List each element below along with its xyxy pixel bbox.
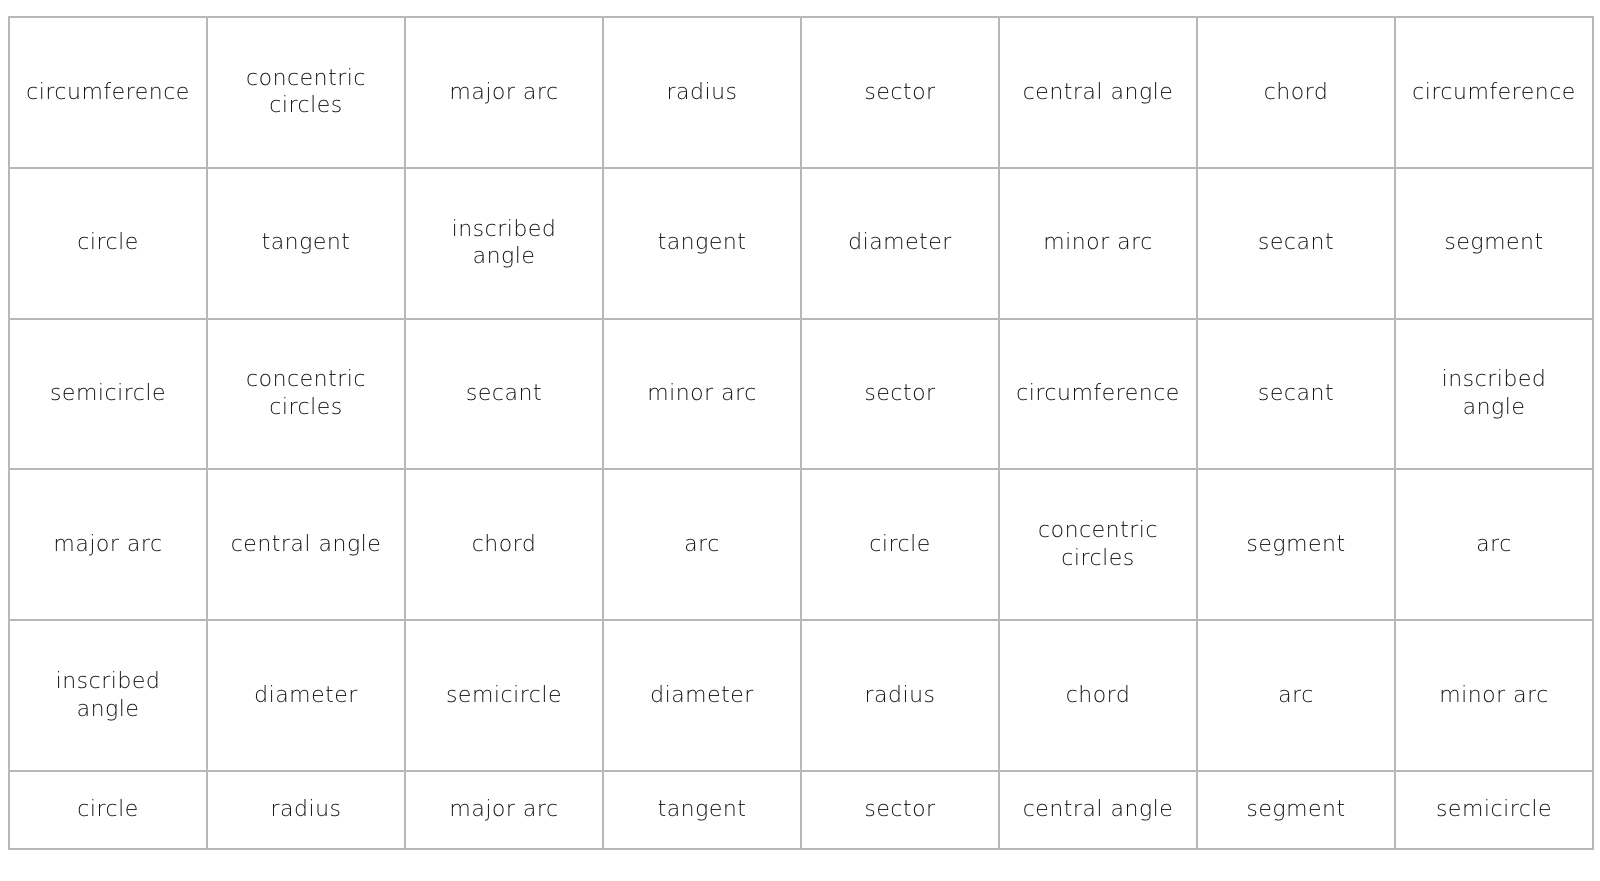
- grid-cell: radius: [801, 620, 999, 771]
- grid-cell: inscribed angle: [9, 620, 207, 771]
- grid-cell: tangent: [603, 168, 801, 319]
- grid-cell: semicircle: [9, 319, 207, 470]
- grid-cell: tangent: [207, 168, 405, 319]
- grid-cell: sector: [801, 319, 999, 470]
- grid-cell: semicircle: [1395, 771, 1593, 849]
- grid-cell: segment: [1197, 771, 1395, 849]
- grid-cell: segment: [1395, 168, 1593, 319]
- grid-cell: major arc: [405, 17, 603, 168]
- grid-cell: minor arc: [999, 168, 1197, 319]
- grid-cell: diameter: [801, 168, 999, 319]
- table-row: [9, 620, 1593, 771]
- grid-cell: secant: [1197, 168, 1395, 319]
- grid-cell: circle: [801, 469, 999, 620]
- table-row: [9, 319, 1593, 470]
- grid-cell: segment: [1197, 469, 1395, 620]
- grid-cell: major arc: [9, 469, 207, 620]
- table-row: [9, 469, 1593, 620]
- grid-cell: circle: [9, 168, 207, 319]
- grid-cell: chord: [999, 620, 1197, 771]
- word-table: [8, 16, 1594, 850]
- grid-cell: arc: [1197, 620, 1395, 771]
- table-row: [9, 17, 1593, 168]
- grid-cell: arc: [603, 469, 801, 620]
- grid-cell: semicircle: [405, 620, 603, 771]
- grid-cell: concentric circles: [999, 469, 1197, 620]
- grid-cell: secant: [1197, 319, 1395, 470]
- grid-cell: diameter: [603, 620, 801, 771]
- grid-cell: minor arc: [603, 319, 801, 470]
- grid-cell: concentric circles: [207, 17, 405, 168]
- grid-cell: inscribed angle: [1395, 319, 1593, 470]
- grid-cell: concentric circles: [207, 319, 405, 470]
- grid-cell: radius: [207, 771, 405, 849]
- grid-cell: circumference: [999, 319, 1197, 470]
- grid-cell: circumference: [9, 17, 207, 168]
- grid-cell: major arc: [405, 771, 603, 849]
- grid-cell: central angle: [207, 469, 405, 620]
- table-row: [9, 168, 1593, 319]
- vocabulary-grid: [8, 16, 1594, 850]
- grid-cell: central angle: [999, 771, 1197, 849]
- grid-cell: circumference: [1395, 17, 1593, 168]
- table-row: [9, 771, 1593, 849]
- grid-cell: chord: [1197, 17, 1395, 168]
- grid-cell: radius: [603, 17, 801, 168]
- grid-cell: tangent: [603, 771, 801, 849]
- grid-cell: minor arc: [1395, 620, 1593, 771]
- grid-cell: circle: [9, 771, 207, 849]
- grid-cell: chord: [405, 469, 603, 620]
- grid-cell: inscribed angle: [405, 168, 603, 319]
- grid-cell: diameter: [207, 620, 405, 771]
- grid-cell: central angle: [999, 17, 1197, 168]
- grid-cell: sector: [801, 771, 999, 849]
- grid-cell: sector: [801, 17, 999, 168]
- grid-cell: arc: [1395, 469, 1593, 620]
- grid-cell: secant: [405, 319, 603, 470]
